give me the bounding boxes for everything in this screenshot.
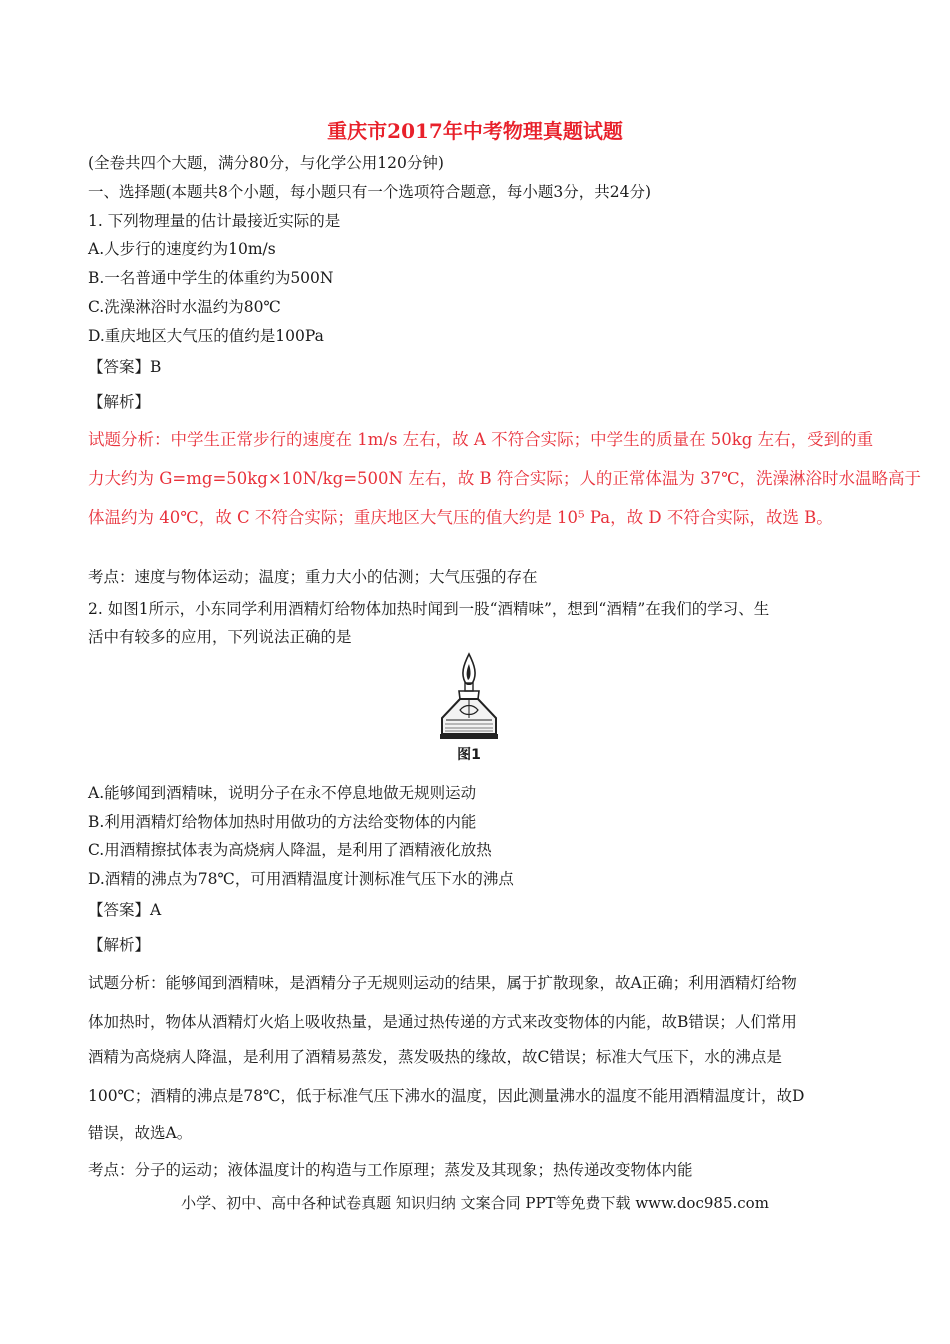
question-2-option-d: D.酒精的沸点为78℃，可用酒精温度计测标准气压下水的沸点: [88, 870, 514, 888]
question-2-option-c: C.用酒精擦拭体表为高烧病人降温，是利用了酒精液化放热: [88, 841, 492, 859]
question-2-stem-line: 2. 如图1所示，小东同学利用酒精灯给物体加热时闻到一股“酒精味”，想到“酒精”在我们的学习、生: [88, 600, 770, 618]
page-footer: 小学、初中、高中各种试卷真题 知识归纳 文案合同 PPT等免费下载 www.doc985.com: [181, 1194, 769, 1212]
document-title: 重庆市2017年中考物理真题试题: [327, 119, 623, 143]
question-1-kaodian: 考点：速度与物体运动；温度；重力大小的估测；大气压强的存在: [88, 568, 538, 586]
question-2-answer: 【答案】A: [88, 901, 162, 919]
question-1-option-a: A.人步行的速度约为10m/s: [88, 240, 276, 258]
question-2-option-b: B.利用酒精灯给物体加热时用做功的方法给变物体的内能: [88, 813, 477, 831]
question-1-answer: 【答案】B: [88, 358, 162, 376]
question-2-stem-line: 活中有较多的应用，下列说法正确的是: [88, 628, 352, 646]
question-1-option-c: C.洗澡淋浴时水温约为80℃: [88, 298, 281, 316]
question-1-stem: 1. 下列物理量的估计最接近实际的是: [88, 212, 341, 230]
question-1-analysis-line: 试题分析：中学生正常步行的速度在 1m/s 左右，故 A 不符合实际；中学生的质量在 50kg 左右，受到的重: [88, 430, 874, 449]
question-1-analysis-line: 体温约为 40℃，故 C 不符合实际；重庆地区大气压的值大约是 10⁵ Pa，故 D 不符合实际，故选 B。: [88, 508, 833, 527]
question-2-option-a: A.能够闻到酒精味，说明分子在永不停息地做无规则运动: [88, 784, 477, 802]
section-heading: 一、选择题(本题共8个小题，每小题只有一个选项符合题意，每小题3分，共24分): [88, 183, 652, 201]
alcohol-lamp-figure: [434, 652, 504, 764]
question-1-option-d: D.重庆地区大气压的值约是100Pa: [88, 327, 324, 345]
question-1-option-b: B.一名普通中学生的体重约为500N: [88, 269, 334, 287]
question-2-kaodian: 考点：分子的运动；液体温度计的构造与工作原理；蒸发及其现象；热传递改变物体内能: [88, 1161, 693, 1179]
question-2-analysis-line: 错误，故选A。: [88, 1124, 193, 1142]
question-1-analysis-label: 【解析】: [88, 393, 151, 411]
question-2-analysis-line: 试题分析：能够闻到酒精味，是酒精分子无规则运动的结果，属于扩散现象，故A正确；利用酒精灯给物: [88, 974, 797, 992]
question-2-analysis-line: 酒精为高烧病人降温，是利用了酒精易蒸发，蒸发吸热的缘故，故C错误；标准大气压下，水的沸点是: [88, 1048, 782, 1066]
question-2-analysis-line: 100℃；酒精的沸点是78℃，低于标准气压下沸水的温度，因此测量沸水的温度不能用酒精温度计，故D: [88, 1087, 805, 1105]
question-1-analysis-line: 力大约为 G=mg=50kg×10N/kg=500N 左右，故 B 符合实际；人的正常体温为 37℃，洗澡淋浴时水温略高于: [88, 469, 922, 488]
exam-intro: (全卷共四个大题，满分80分，与化学公用120分钟): [88, 154, 444, 172]
question-2-analysis-line: 体加热时，物体从酒精灯火焰上吸收热量，是通过热传递的方式来改变物体的内能，故B错误；人们常用: [88, 1013, 797, 1031]
question-2-analysis-label: 【解析】: [88, 936, 151, 954]
figure-caption: 图1: [457, 747, 481, 763]
